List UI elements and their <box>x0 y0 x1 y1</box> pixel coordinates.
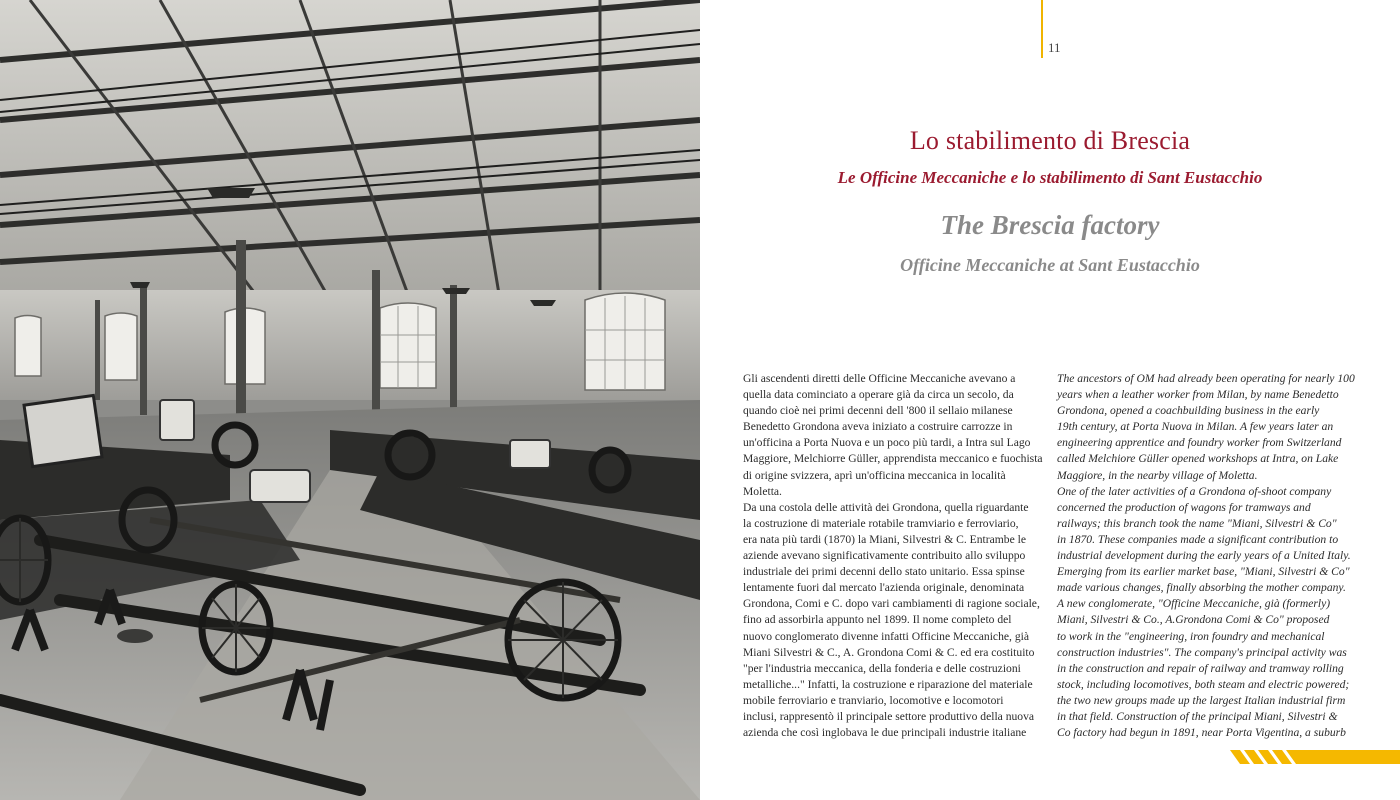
text-line: 19th century, at Porta Nuova in Milan. A few years later an <box>1057 420 1334 434</box>
text-line: A new conglomerate, "Officine Meccaniche, già (formerly) <box>1057 597 1331 611</box>
english-text-column <box>1057 371 1355 741</box>
text-line: to work in the "engineering, iron foundry and mechanical <box>1057 629 1325 643</box>
text-line: metalliche..." Infatti, la costruzione e riparazione del materiale <box>743 677 1033 691</box>
text-line: in 1870. These companies made a significant contribution to <box>1057 532 1339 546</box>
text-line: la costruzione di materiale rotabile tramviario e ferroviario, <box>743 516 1019 530</box>
text-line: The ancestors of OM had already been operating for nearly 100 <box>1057 372 1355 385</box>
text-line: lentamente fuori dal mercato l'azienda originale, denominata <box>743 581 1025 595</box>
page-number: 11 <box>1048 40 1061 55</box>
text-line: in that field. Construction of the principal Miani, Silvestri & <box>1057 709 1338 723</box>
text-line: nuovo conglomerato divenne infatti Officine Meccaniche, già <box>743 629 1029 643</box>
text-line: mobile ferroviario e tranviario, locomotive e locomotori <box>743 693 1004 707</box>
text-line: One of the later activities of a Grondona of-shoot company <box>1057 484 1332 498</box>
text-line: Grondona, Comi e C. dopo vari cambiamenti di ragione sociale, <box>743 597 1040 611</box>
text-line: railways; this branch took the name "Miani, Silvestri & Co" <box>1057 516 1337 530</box>
text-line: di origine svizzera, aprì un'officina meccanica in località <box>743 468 1006 482</box>
text-line: engineering apprentice and foundry worker from Switzerland <box>1057 436 1342 450</box>
text-line: industriale dei primi decenni dello stato unitario. Essa spinse <box>743 565 1025 579</box>
text-line: years when a leather worker from Milan, by name Benedetto <box>1057 388 1339 402</box>
text-line: Maggiore, Melchiorre Güller, apprendista meccanico e fuochista <box>743 452 1043 466</box>
text-line: Emerging from its earlier market base, "Miani, Silvestri & Co" <box>1057 565 1350 579</box>
text-line: Maggiore, in the nearby village of Moletta. <box>1057 468 1258 482</box>
italian-text-column <box>743 371 1043 741</box>
text-line: quella data cominciato a operare già da circa un secolo, da <box>743 388 1014 402</box>
italian-title: Lo stabilimento di Brescia <box>909 126 1191 155</box>
text-line: Grondona, opened a coachbuilding business in the early <box>1057 404 1320 418</box>
text-line: fino ad assorbirla appunto nel 1899. Il nome completo del <box>743 613 1012 627</box>
text-line: quando cioè nei primi decenni dell '800 il sellaio milanese <box>743 404 1013 418</box>
decorative-stripes <box>1230 750 1400 764</box>
english-title: The Brescia factory <box>940 210 1160 240</box>
text-line: industrial development during the early years of a United Italy. <box>1057 549 1351 563</box>
text-line: concerned the production of wagons for tramways and <box>1057 500 1311 514</box>
text-line: in the construction and repair of railway and tramway rolling <box>1057 661 1344 675</box>
text-line: Miani, Silvestri & Co., A.Grondona Comi & Co" proposed <box>1057 613 1330 627</box>
text-line: era nata più tardi (1870) la Miani, Silvestri & C. Entrambe le <box>743 532 1027 546</box>
page-rule <box>1041 0 1043 58</box>
text-line: Da una costola delle attività dei Grondona, quella riguardante <box>743 500 1029 514</box>
text-line: the two new groups made up the largest Italian industrial firm <box>1057 693 1346 707</box>
text-line: "per l'industria meccanica, della fonderia e delle costruzioni <box>743 661 1021 675</box>
english-subtitle: Officine Meccaniche at Sant Eustacchio <box>900 255 1200 275</box>
text-line: Moletta. <box>743 484 782 498</box>
text-line: Gli ascendenti diretti delle Officine Meccaniche avevano a <box>743 372 1016 385</box>
text-line: Benedetto Grondona aveva iniziato a costruire carrozze in <box>743 420 1013 434</box>
text-line: un'officina a Porta Nuova e un poco più tardi, a Intra sul Lago <box>743 436 1031 450</box>
text-line: azienda che così inglobava le due principali industrie italiane <box>743 726 1027 740</box>
text-line: called Melchiore Güller opened workshops at Intra, on Lake <box>1057 452 1339 466</box>
text-line: aziende avevano significativamente contribuito allo sviluppo <box>743 549 1026 563</box>
text-line: Co factory had begun in 1891, near Porta Vigentina, a suburb <box>1057 726 1346 740</box>
text-line: inclusi, rappresentò il principale settore produttivo della nuova <box>743 709 1035 723</box>
text-line: made various changes, finally absorbing the mother company. <box>1057 581 1346 595</box>
text-line: construction industries". The company's principal activity was <box>1057 645 1347 659</box>
text-line: Miani Silvestri & C., A. Grondona Comi & C. ed era costituito <box>743 645 1035 659</box>
italian-subtitle: Le Officine Meccaniche e lo stabilimento di Sant Eustacchio <box>837 168 1263 187</box>
text-line: stock, including locomotives, both steam and electric powered; <box>1057 677 1350 691</box>
